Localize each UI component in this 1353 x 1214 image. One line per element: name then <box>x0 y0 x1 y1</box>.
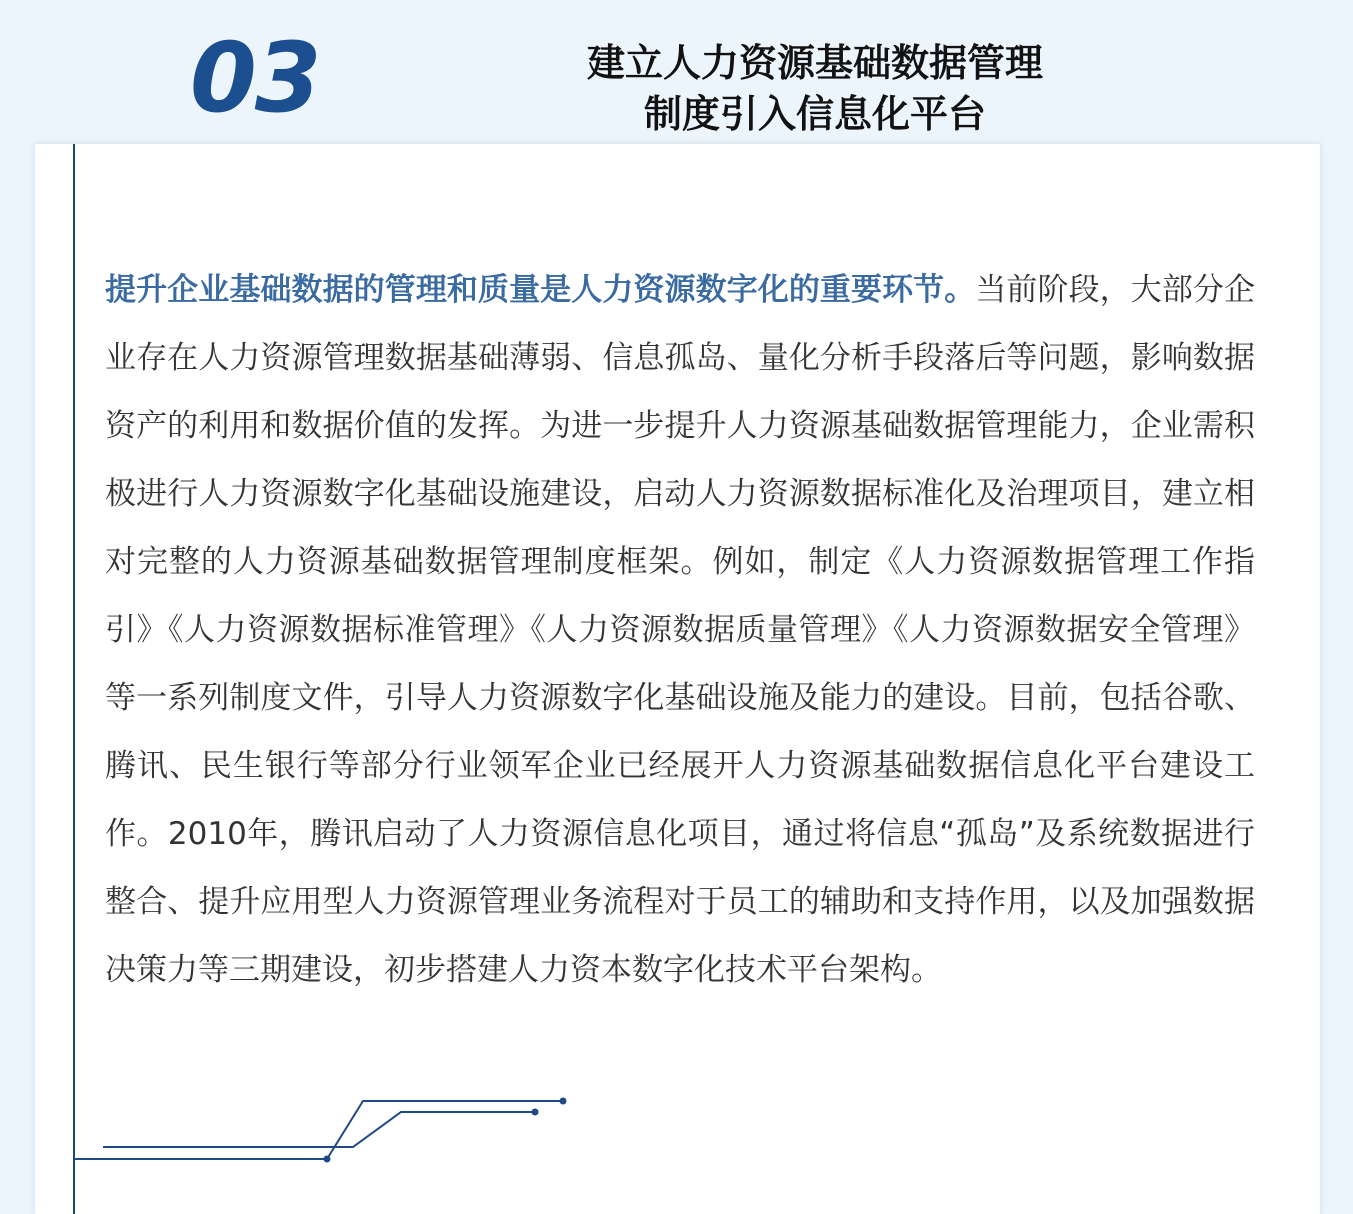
section-title-line-2: 制度引入信息化平台 <box>643 92 986 136</box>
circuit-decoration <box>73 1089 593 1179</box>
body-paragraph <box>105 256 1255 1004</box>
body-lead-sentence: 提升企业基础数据的管理和质量是人力资源数字化的重要环节。 <box>105 272 976 308</box>
body-text: 当前阶段，大部分企业存在人力资源管理数据基础薄弱、信息孤岛、量化分析手段落后等问题，影响数据资产的利用和数据价值的发挥。为进一步提升人力资源基础数据管理能力，企业需积极进行人力资源数字化基础设施建设，启动人力资源数据标准化及治理项目，建立相对完整的人力资源基础数据管理制度框架。例如，制定《人力资源数据管理工作指引》《人力资源数据标准管理》《人力资源数据质量管理》《人力资源数据安全管理》等一系列制度文件，引导人力资源数字化基础设施及能力的建设。目前，包括谷歌、腾讯、民生银行等部分行业领军企业已经展开人力资源基础数据信息化平台建设工作。2010年，腾讯启动了人力资源信息化项目，通过将信息“孤岛”及系统数据进行整合、提升应用型人力资源管理业务流程对于员工的辅助和支持作用，以及加强数据决策力等三期建设，初步搭建人力资本数字化技术平台架构。 <box>105 272 1256 988</box>
section-number: 03 <box>190 22 320 134</box>
content-card <box>35 144 1320 1214</box>
section-title-line-1: 建立人力资源基础数据管理 <box>586 41 1043 85</box>
section-title <box>565 38 1065 140</box>
circuit-node <box>324 1156 331 1163</box>
card-vertical-rule <box>73 144 75 1214</box>
circuit-lines <box>73 1101 563 1159</box>
circuit-node <box>532 1109 539 1116</box>
circuit-node <box>560 1098 567 1105</box>
